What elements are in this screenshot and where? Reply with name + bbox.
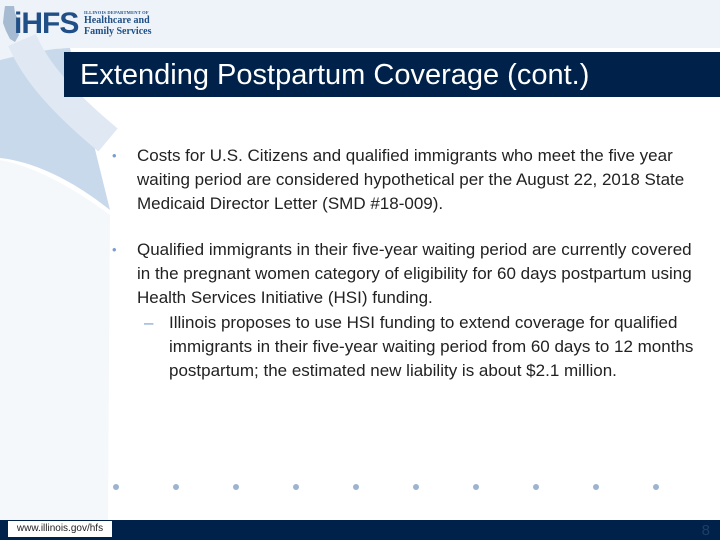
sub-bullet-text: Illinois proposes to use HSI funding to extend coverage for qualified immigrants in their five-year waiting period from 60 days to 12 months postpartum; the estimated new liability is about $2.1 million. bbox=[169, 313, 694, 380]
page-number: 8 bbox=[701, 522, 710, 539]
logo-wordmark: iHFS bbox=[14, 7, 79, 40]
logo-text bbox=[84, 8, 156, 38]
bullet-item bbox=[112, 144, 707, 216]
logo-name-line2: Family Services bbox=[84, 26, 152, 37]
slide-title: Extending Postpartum Coverage (cont.) bbox=[80, 59, 590, 91]
logo-department-line: ILLINOIS DEPARTMENT OF bbox=[84, 10, 149, 15]
slide-content bbox=[112, 144, 712, 383]
bullet-text: Costs for U.S. Citizens and qualified immigrants who meet the five year waiting period are considered hypothetical per the August 22, 2018 State Medicaid Director Letter (SMD #18-009). bbox=[137, 146, 685, 213]
decorative-dots bbox=[110, 484, 670, 494]
bullet-text: Qualified immigrants in their five-year waiting period are currently covered in the pregnant women category of eligibility for 60 days postpartum using Health Services Initiative (HSI) funding. bbox=[137, 240, 692, 307]
sub-bullet-marker: – bbox=[144, 313, 154, 332]
logo-name-line1: Healthcare and bbox=[84, 15, 150, 26]
bullet-item bbox=[112, 238, 692, 310]
bullet-marker: • bbox=[112, 242, 117, 257]
hfs-logo bbox=[2, 3, 152, 45]
footer-url-link[interactable]: www.illinois.gov/hfs bbox=[8, 521, 112, 537]
bullet-marker: • bbox=[112, 148, 117, 163]
sub-bullet-item bbox=[137, 311, 699, 383]
